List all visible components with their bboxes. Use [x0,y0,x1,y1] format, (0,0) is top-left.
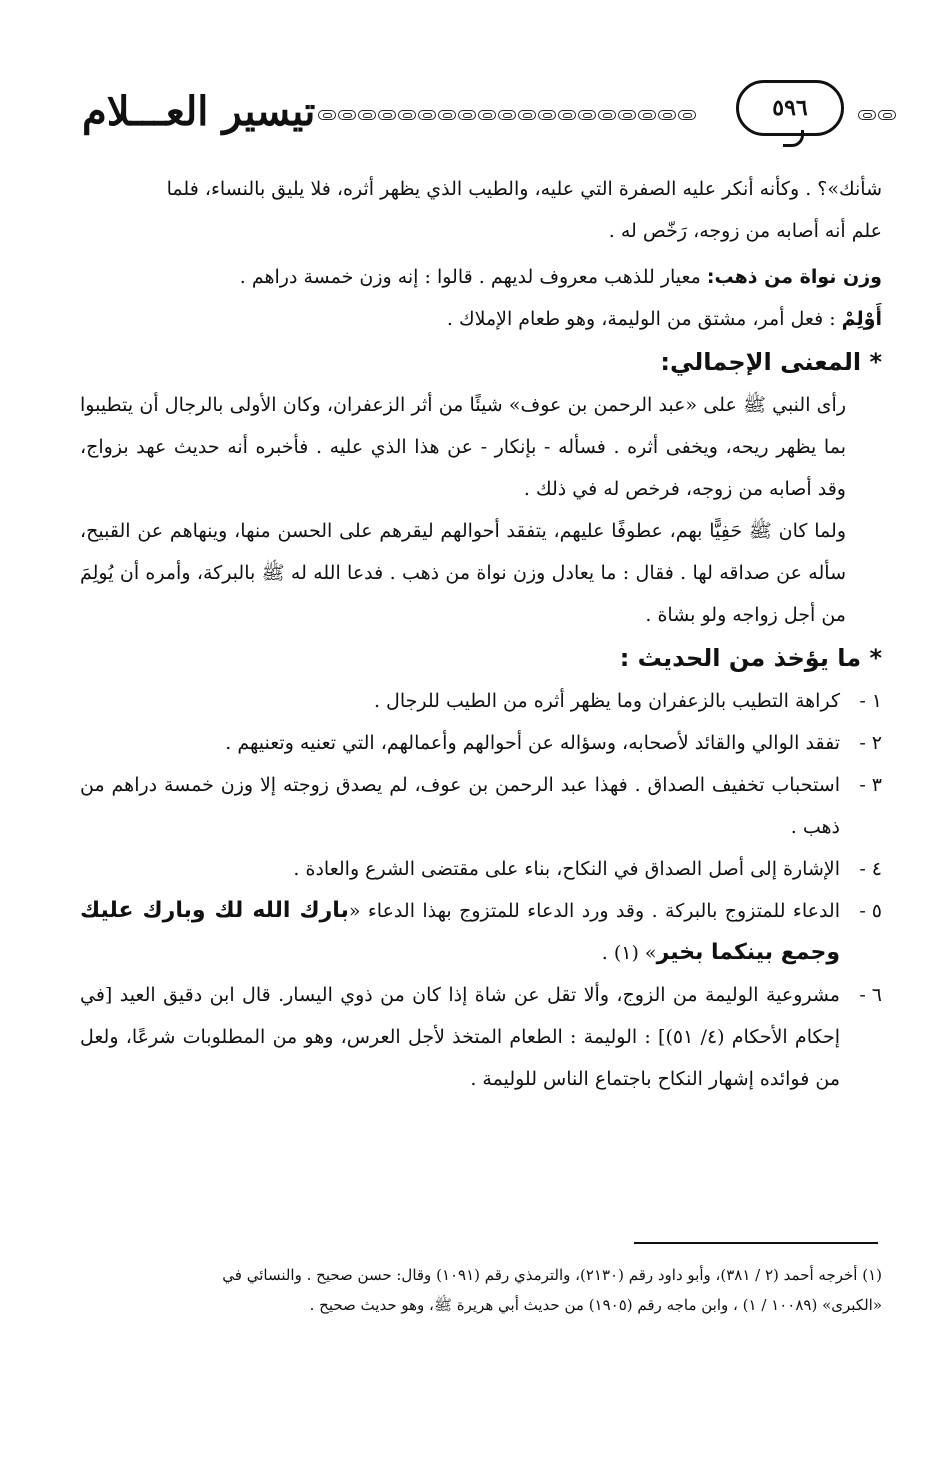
section-heading: * ما يؤخذ من الحديث : [619,644,882,672]
definition-text: : فعل أمر، مشتق من الوليمة، وهو طعام الإملاك . [446,308,842,330]
paragraph: ولما كان ﷺ حَفِيًّا بهم، عطوفًا عليهم، يتفقد أحوالهم ليقرهم على الحسن منها، وينهاهم عن القبيح، سأله عن صداقه لها . فقال : ما يعادل وزن نواة من ذهب . فدعا الله له ﷺ بالبركة، وأمره أن يُولِمَ من أجل زواجه ولو بشاة . [80,520,846,626]
section-heading: * المعنى الإجمالي: [660,348,882,376]
list-text: الإشارة إلى أصل الصداق في النكاح، بناء على مقتضى الشرع والعادة . [293,858,840,880]
list-text-part: الدعاء للمتزوج بالبركة . وقد ورد الدعاء للمتزوج بهذا الدعاء « [348,900,840,922]
term: وزن نواة من ذهب: [706,266,882,288]
quoted-supplication: بارك الله لك وبارك عليك وجمع بينكما بخير [80,898,840,965]
list-item [80,722,882,764]
book-title: تيسير العـــلام [82,88,316,135]
footnote-line: «الكبرى» (١٠٠٨٩ / ١) ، وابن ماجه رقم (١٩٠٥) من حديث أبي هريرة ﷺ، وهو حديث صحيح . [309,1296,882,1314]
list-number: ٣ - [859,774,882,796]
list-text: كراهة التطيب بالزعفران وما يظهر أثره من الطيب للرجال . [373,690,840,712]
list-text: تفقد الوالي والقائد لأصحابه، وسؤاله عن أحوالهم وأعمالهم، التي تعنيه وتعنيهم . [225,732,840,754]
list-number: ١ - [859,690,882,712]
footnotes [80,1260,882,1320]
footnote-line: (١) أخرجه أحمد (٢ / ٣٨١)، وأبو داود رقم (٢١٣٠)، والترمذي رقم (١٠٩١) وقال: حسن صحيح . والنسائي في [222,1266,882,1284]
header-ornament [318,110,708,124]
list-item [80,680,882,722]
list-item [80,848,882,890]
header-ornament-short [858,110,896,120]
list-text: استحباب تخفيف الصداق . فهذا عبد الرحمن بن عوف، لم يصدق زوجته إلا وزن خمسة دراهم من ذهب . [80,774,840,838]
term: أَوْلِمْ [841,308,882,330]
list-item [80,890,882,974]
body-line: علم أنه أصابه من زوجه، رَخّص له . [608,220,882,242]
page-number [736,80,844,136]
list-text: مشروعية الوليمة من الزوج، وألا تقل عن شاة إذا كان من ذوي اليسار. قال ابن دقيق العيد [في إحكام الأحكام (٤/ ٥١)] : الوليمة : الطعام المتخذ لأجل العرس، وهو من المطلوبات شرعًا، ولعل من فوائده إشهار النكاح باجتماع الناس للوليمة . [80,984,840,1090]
footnote-divider [634,1242,878,1244]
definition-text: معيار للذهب معروف لديهم . قالوا : إنه وزن خمسة دراهم . [239,266,707,288]
page-header [60,80,890,160]
body-line: شأنك»؟ . وكأنه أنكر عليه الصفرة التي عليه، والطيب الذي يظهر أثره، فلا يليق بالنساء، فلما [166,178,882,200]
list-number: ٦ - [859,984,882,1006]
definition-line [80,298,882,340]
paragraph: رأى النبي ﷺ على «عبد الرحمن بن عوف» شيئًا من أثر الزعفران، وكان الأولى بالرجال أن يتطيبوا بما يظهر ريحه، ويخفى أثره . فسأله - بإنكار - عن هذا الذي عليه . فأخبره أنه حديث عهد بزواج، وقد أصابه من زوجه، فرخص له في ذلك . [80,394,846,500]
list-item [80,974,882,1100]
list-number: ٢ - [859,732,882,754]
list-number: ٥ - [859,900,882,922]
page-body [80,168,882,1100]
list-text [80,890,840,974]
list-item [80,764,882,848]
list-text-end: » (١) . [601,942,657,964]
definition-line [80,256,882,298]
list-number: ٤ - [859,858,882,880]
page-number-text: ٥٩٦ [772,95,808,121]
